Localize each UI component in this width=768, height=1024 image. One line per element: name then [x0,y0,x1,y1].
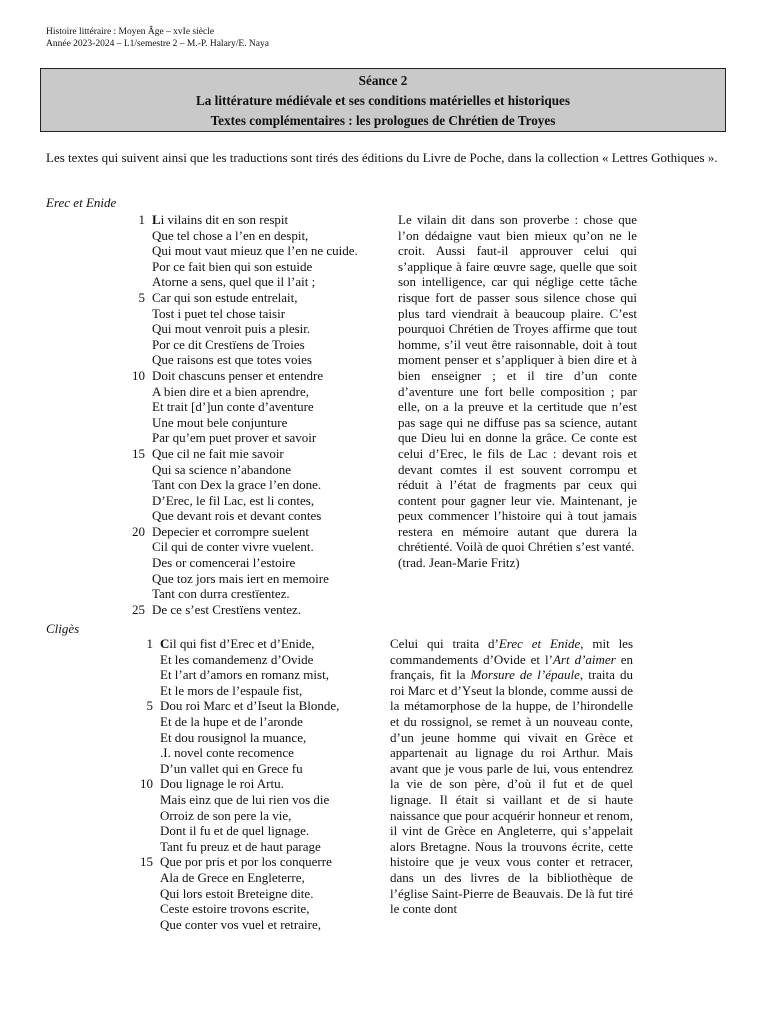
verse-text: Qui mout venroit puis a plesir. [152,321,311,337]
verse-line [152,259,382,275]
verse-text: Tant fu preuz et de haut parage [160,838,321,854]
verse-text: Que devant rois et devant contes [152,508,322,524]
verse-text: Tost i puet tel chose taisir [152,305,286,321]
verse-text: Por ce dit Crestïens de Troies [152,336,305,352]
verse-line [132,601,382,618]
verse-line [152,243,382,259]
verse-line [152,415,382,431]
cliges-verse-block [140,636,380,932]
cliges-tr-text-2: , mit les commandements d’Ovide et l’ [390,636,634,667]
verse-line [138,212,382,228]
verse-number: 15 [140,854,153,870]
verse-text: Tant con Dex la grace l’en done. [152,477,322,493]
verse-line [160,792,380,808]
verse-text: Et l’art d’amors en romanz mist, [160,667,329,683]
verse-text: Et de la hupe et de l’aronde [160,713,303,729]
erec-section-label: Erec et Enide [46,195,117,210]
verse-number: 10 [140,776,153,792]
verse-text: Que tel chose a l’en en despit, [152,227,309,243]
verse-initial-capital: C [160,636,170,651]
verse-line [152,337,382,353]
verse-line [160,683,380,699]
verse-line [152,430,382,446]
verse-text: Orroiz de son pere la vie, [160,807,292,823]
verse-line [152,352,382,368]
verse-line [152,555,382,571]
cliges-tr-text-1: Celui qui traita d’ [390,636,499,651]
verse-number: 20 [132,523,145,539]
verse-text: Des or comencerai l’estoire [152,555,296,571]
verse-line [152,571,382,587]
verse-text: Qui lors estoit Breteigne dite. [160,885,314,901]
verse-line [152,228,382,244]
verse-line [152,508,382,524]
verse-line [160,714,380,730]
verse-text: Et les comandemenz d’Ovide [160,651,314,667]
cliges-tr-title-art: Art d’aimer [552,651,616,667]
verse-line [160,886,380,902]
verse-line [152,539,382,555]
verse-text: Car qui son estude entrelait, [152,289,298,305]
cliges-tr-title-morsure: Morsure de l’épaule [470,667,580,683]
verse-number: 1 [146,636,153,651]
verse-text: De ce s’est Crestïens ventez. [152,601,302,617]
verse-line [160,761,380,777]
title-box [40,68,726,132]
verse-text: Cil qui de conter vivre vuelent. [152,539,314,555]
verse-text: Une mout bele conjunture [152,414,288,430]
verse-line [152,306,382,322]
verse-text: Que por pris et por los conquerre [160,854,332,870]
verse-text: Que conter vos vuel et retraire, [160,916,321,932]
verse-number: 25 [132,601,145,617]
cliges-translation [390,636,633,917]
verse-text: i vilains dit en son respit [160,212,289,227]
cliges-tr-text-3: en français, fit la [390,651,633,683]
verse-line [138,289,382,306]
verse-line [132,367,382,384]
verse-line [160,839,380,855]
verse-text: Que cil ne fait mie savoir [152,445,284,461]
verse-line [152,399,382,415]
verse-text: Por ce fait bien qui son estuide [152,258,313,274]
verse-text: Et trait [d’]un conte d’aventure [152,399,314,415]
verse-initial-capital: L [152,212,161,227]
verse-number: 5 [138,289,145,305]
verse-line [132,523,382,540]
page-header [46,26,269,50]
verse-line [140,854,380,870]
verse-text: D’Erec, le fil Lac, est li contes, [152,492,315,508]
verse-line [132,445,382,462]
verse-line [160,745,380,761]
verse-text: Doit chascuns penser et entendre [152,367,324,383]
verse-text: Que raisons est que totes voies [152,352,312,368]
verse-text: Dont il fu et de quel lignage. [160,823,310,839]
erec-translation-text: Le vilain dit dans son proverbe : chose que l’on dédaigne vaut bien mieux qu’on ne le croit. Aussi faut-il approuver celui qui s’applique à faire œuvre sage, quelle que soit son intelligence, car qui néglige cette tâche risque fort de passer sous silence chose qui plus tard viendrait à beaucoup plaire. C’est pourquoi Chrétien de Troyes affirme que tout homme, s’il veut être raisonnable, doit à tout moment penser et s’appliquer à bien dire et à bien enseigner ; et il tire d’un conte d’aventure une fort belle composition ; par elle, on a la preuve et la certitude que n’est pas sage qui ne diffuse pas sa science, autant que Dieu lui en donne la grâce. Ce conte est celui d’Erec, le fils de Lac : devant rois et devant comtes il est souvent corrompu et réduit à l’état de fragments par ceux qui content pour gagner leur vie. Maintenant, je peux commencer l’histoire qui à tout jamais restera en mémoire autant que durera la chrétienté. Voilà de quoi Chrétien s’est vanté. [398,212,637,555]
cliges-section-label: Cligès [46,621,80,636]
verse-number: 1 [138,212,145,227]
verse-line [146,698,380,714]
seance-title: Séance 2 [358,73,408,88]
verse-line [160,652,380,668]
verse-line [160,823,380,839]
verse-number: 15 [132,445,145,461]
verse-text: Depecier et corrompre suelent [152,523,310,539]
verse-text: Qui mout vaut mieuz que l’en ne cuide. [152,243,358,259]
verse-line [140,776,380,792]
verse-line [152,321,382,337]
verse-line [160,808,380,824]
verse-line [152,586,382,602]
intro-paragraph: Les textes qui suivent ainsi que les traductions sont tirés des éditions du Livre de Poche, dans la collection « Lettres Gothiques ». [46,150,718,165]
verse-line [152,384,382,400]
verse-line [152,477,382,493]
verse-text: A bien dire et a bien aprendre, [152,383,310,399]
verse-line [146,636,380,652]
header-year-line: Année 2023-2024 – L1/semestre 2 – M.-P. Halary/E. Naya [46,39,269,49]
verse-line [160,870,380,886]
verse-text: Tant con durra crestïentez. [152,586,290,602]
erec-verse-block [132,212,382,617]
verse-line [152,274,382,290]
erec-translation [398,212,637,571]
verse-text: il qui fist d’Erec et d’Enide, [169,636,315,651]
verse-text: .I. novel conte recomence [160,745,294,761]
verse-text: Dou roi Marc et d’Iseut la Blonde, [160,698,340,714]
verse-text: Et dou rousignol la muance, [160,729,307,745]
verse-number: 5 [146,698,153,714]
verse-number: 10 [132,367,145,383]
verse-text: Et le mors de l’espaule fist, [160,682,303,698]
verse-line [152,493,382,509]
verse-text: Qui sa science n’abandone [152,461,291,477]
verse-text: Ala de Grece en Engleterre, [160,869,305,885]
verse-text: Mais einz que de lui rien vos die [160,791,330,807]
erec-translation-credit: (trad. Jean-Marie Fritz) [398,555,520,571]
verse-text: Ceste estoire trovons escrite, [160,901,310,917]
cliges-tr-text-4: , traita du roi Marc et d’Yseut la blonde, comme aussi de la métamorphose de la huppe, de l’hirondelle et du rossignol, se remet à un nouveau conte, d’un jeune homme qui vivait en Grèce et appartenait au lignage du roi Arthur. Mais avant que je vous parle de lui, vous entendrez la vie de son père, d’où il fut et de quel lignage. Il était si vaillant et de si haute naissance que pour acquérir honneur et renom, il vint de Grèce en Angleterre, qui s’appelait alors Bretagne. Nous la trouvons écrite, cette histoire que je veux vous conter et retracer, dans un des livres de la bibliothèque de l’église Saint-Pierre de Beauvais. De là fut tiré le conte dont [390,667,633,917]
header-course-line: Histoire littéraire : Moyen Âge – xvIe siècle [46,27,215,37]
verse-line [152,462,382,478]
verse-line [160,917,380,933]
verse-line [160,667,380,683]
cliges-tr-title-erec: Erec et Enide [498,636,581,651]
verse-text: Que toz jors mais iert en memoire [152,570,329,586]
seance-subtitle: La littérature médiévale et ses conditions matérielles et historiques [195,93,571,108]
verse-line [160,730,380,746]
seance-texts-title: Textes complémentaires : les prologues de Chrétien de Troyes [210,113,556,128]
verse-line [160,901,380,917]
verse-text: D’un vallet qui en Grece fu [160,760,303,776]
verse-text: Atorne a sens, quel que il l’ait ; [152,274,316,290]
verse-text: Dou lignage le roi Artu. [160,776,284,792]
verse-text: Par qu’em puet prover et savoir [152,430,317,446]
